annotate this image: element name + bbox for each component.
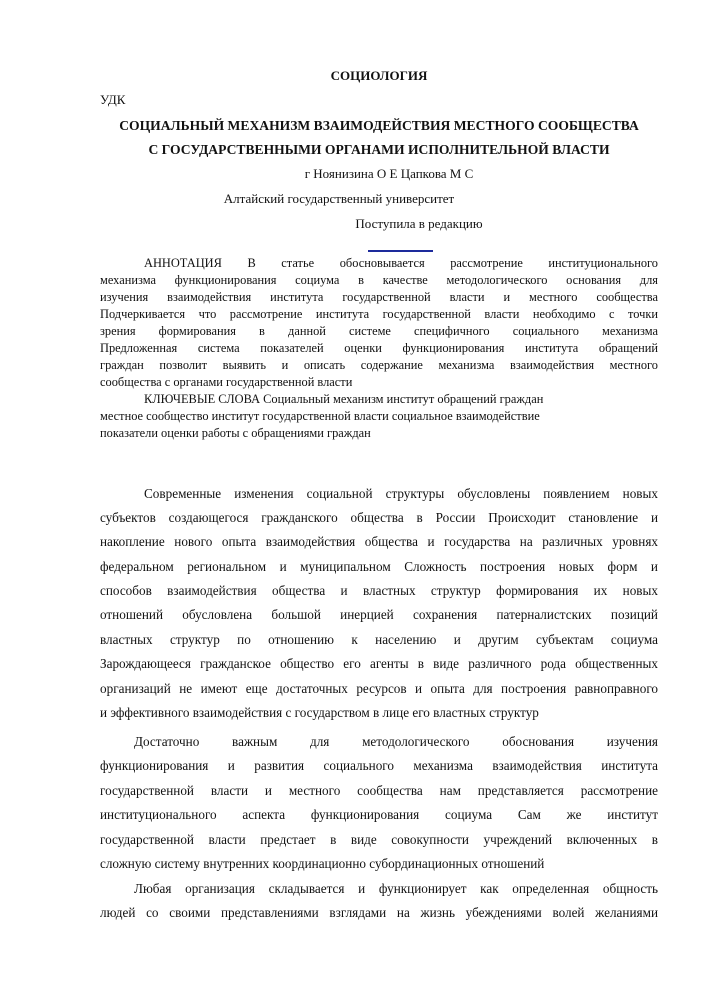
body-line: субъектов создающегося гражданского общества в России Происходит становление и <box>100 510 658 525</box>
annotation-line: изучения взаимодействия института государственной власти и местного сообщества <box>100 290 658 304</box>
article-title-line-1: СОЦИАЛЬНЫЙ МЕХАНИЗМ ВЗАИМОДЕЙСТВИЯ МЕСТНОГО СООБЩЕСТВА <box>119 118 639 133</box>
body-line: организаций не имеют еще достаточных ресурсов и опыта для построения равноправного <box>100 681 658 696</box>
received-note: Поступила в редакцию <box>355 216 483 231</box>
body-line: Современные изменения социальной структуры обусловлены появлением новых <box>144 486 658 501</box>
body-line: сложную систему внутренних координационно субординационных отношений <box>100 856 545 871</box>
body-line: и эффективного взаимодействия с государством в лице его властных структур <box>100 705 539 720</box>
body-line: федеральном региональном и муниципальном Сложность построения новых форм и <box>100 559 658 574</box>
article-title-line-2: С ГОСУДАРСТВЕННЫМИ ОРГАНАМИ ИСПОЛНИТЕЛЬНОЙ ВЛАСТИ <box>148 142 610 157</box>
udk-label: УДК <box>100 92 126 107</box>
annotation-line: зрения формирования в данной системе специфичного социального механизма <box>100 324 658 338</box>
body-line: государственной власти и местного сообщества нам представляется рассмотрение <box>100 783 658 798</box>
keywords-line: КЛЮЧЕВЫЕ СЛОВА Социальный механизм институт обращений граждан <box>144 392 544 406</box>
body-line: людей со своими представлениями взглядами на жизнь убеждениями волей желаниями <box>100 905 658 920</box>
separator-rule <box>368 250 433 252</box>
affiliation: Алтайский государственный университет <box>223 191 455 206</box>
annotation-line: Подчеркивается что рассмотрение института государственной власти необходимо с точки <box>100 307 658 321</box>
body-line: способов взаимодействия общества и властных структур формирования их новых <box>100 583 658 598</box>
annotation-line: АННОТАЦИЯ В статье обосновывается рассмотрение институционального <box>144 256 658 270</box>
annotation-line: механизма функционирования социума в качестве методологического основания для <box>100 273 658 287</box>
annotation-line: граждан позволит выявить и описать содержание механизма взаимодействия местного <box>100 358 658 372</box>
keywords-line: местное сообщество институт государственной власти социальное взаимодействие <box>100 409 540 423</box>
section-heading: СОЦИОЛОГИЯ <box>330 68 428 83</box>
body-line: Достаточно важным для методологического обоснования изучения <box>134 734 658 749</box>
body-line: институционального аспекта функционирования социума Сам же институт <box>100 807 658 822</box>
body-line: функционирования и развития социального механизма взаимодействия института <box>100 758 658 773</box>
annotation-line: Предложенная система показателей оценки функционирования института обращений <box>100 341 658 355</box>
body-line: накопление нового опыта взаимодействия общества и государства на различных уровнях <box>100 534 658 549</box>
body-line: Зарождающееся гражданское общество его агенты в виде различного рода общественных <box>100 656 658 671</box>
body-line: Любая организация складывается и функционирует как определенная общность <box>134 881 658 896</box>
keywords-line: показатели оценки работы с обращениями граждан <box>100 426 371 440</box>
body-line: отношений обусловлена большой инерцией сохранения патерналистских позиций <box>100 607 658 622</box>
authors: г Ноянизина О Е Цапкова М С <box>304 166 474 181</box>
annotation-line: сообщества с органами государственной власти <box>100 375 353 389</box>
body-line: властных структур по отношению к населению и другим субъектам социума <box>100 632 658 647</box>
body-line: государственной власти предстает в виде совокупности учреждений включенных в <box>100 832 658 847</box>
